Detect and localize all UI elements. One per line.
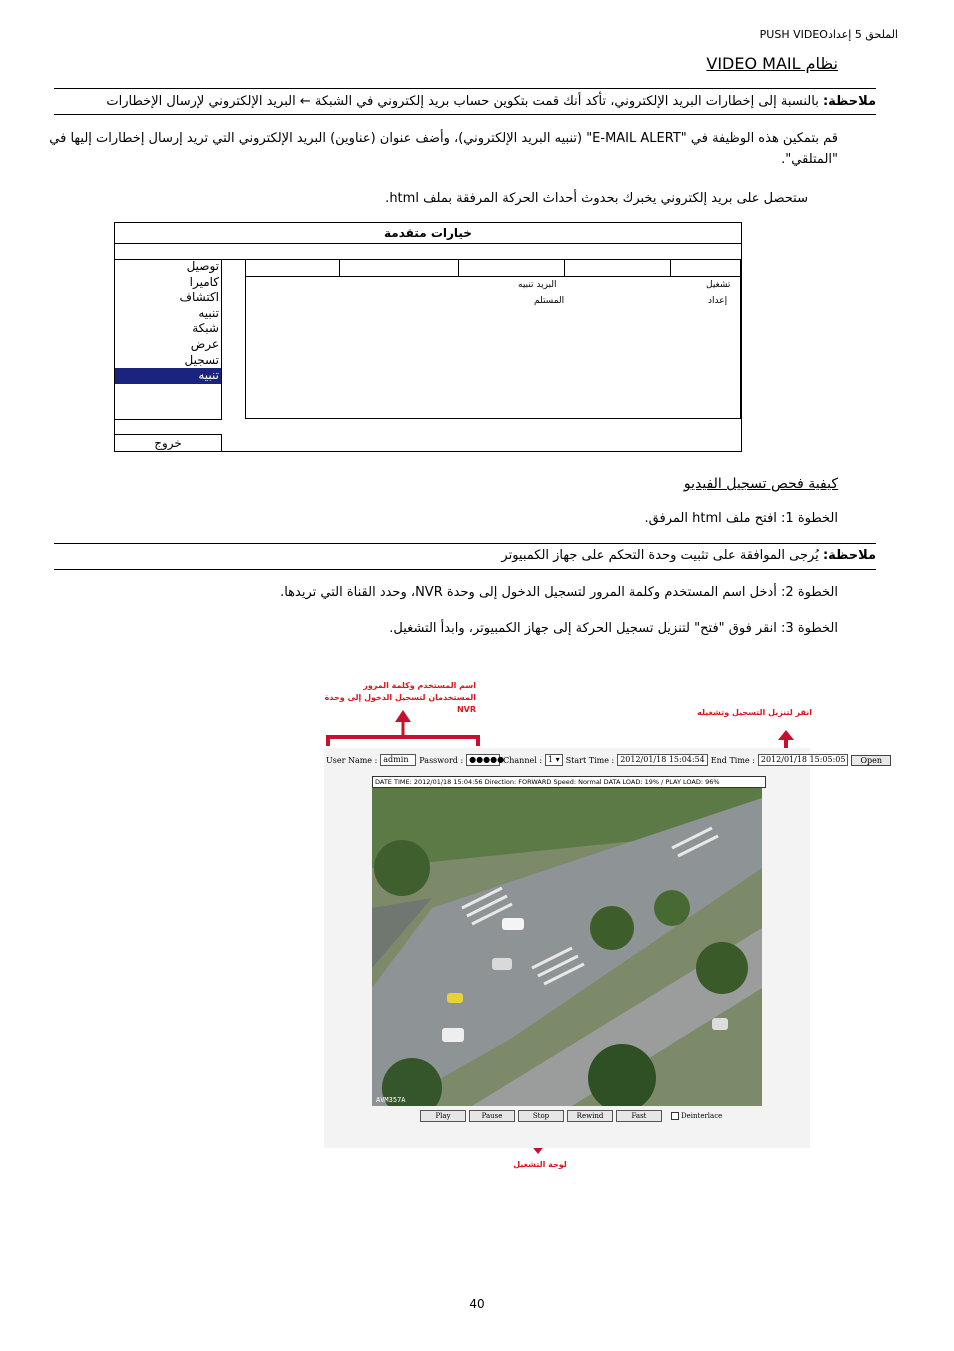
menu-sidebar <box>115 259 222 420</box>
menu-header-row <box>115 243 741 260</box>
arrow-open-head <box>778 730 794 740</box>
deinterlace-toggle[interactable] <box>671 1112 722 1120</box>
divider <box>54 569 876 570</box>
paragraph-1: قم بتمكين هذه الوظيفة في "E-MAIL ALERT" (تنبيه البريد الإلكتروني)، وأضف عنوان (عناوين) البريد الإلكتروني التي تريد إرسال إخطارات إليها في "المتلقي". <box>49 131 838 167</box>
section-title: نظام VIDEO MAIL <box>706 54 838 73</box>
email-alert-label: البريد تنبيه <box>518 280 557 290</box>
end-time-input[interactable]: 2012/01/18 15:05:05 <box>758 754 849 766</box>
deinterlace-label: Deinterlace <box>681 1112 723 1120</box>
setup-label[interactable]: إعداد <box>708 296 728 306</box>
username-input[interactable]: admin <box>380 754 416 766</box>
sidebar-item-display[interactable]: عرض <box>190 336 219 351</box>
rewind-button[interactable]: Rewind <box>567 1110 613 1122</box>
divider <box>54 543 876 544</box>
channel-select[interactable] <box>545 754 563 766</box>
menu-tab-row <box>246 260 740 277</box>
menu-title: خيارات متقدمة <box>115 223 741 244</box>
note-text: بالنسبة إلى إخطارات البريد الإلكتروني، تأكد أنك قمت بتكوين حساب بريد إلكتروني في الشبكة ← البريد الإلكتروني لإرسال الإخطارات <box>106 94 819 109</box>
menu-panel <box>245 259 741 419</box>
login-bar <box>326 754 891 766</box>
note-1 <box>54 94 876 109</box>
divider <box>54 88 876 89</box>
tab-cell[interactable] <box>671 260 740 276</box>
sidebar-item-notify-selected[interactable]: تنبيه <box>115 368 221 384</box>
note-label: ملاحظة: <box>822 94 876 109</box>
playback-controls <box>420 1110 722 1122</box>
advanced-options-menu <box>114 222 742 452</box>
tab-cell[interactable] <box>246 260 340 276</box>
fast-button[interactable]: Fast <box>616 1110 662 1122</box>
callout-panel-text: لوحة التشغيل <box>513 1160 567 1169</box>
pause-button[interactable]: Pause <box>469 1110 515 1122</box>
street-scene-image <box>372 788 762 1106</box>
play-button[interactable]: Play <box>420 1110 466 1122</box>
video-info-bar: DATE TIME: 2012/01/18 15:04:56 Direction: FORWARD Speed: Normal DATA LOAD: 19% / PLAY LOAD: 96% <box>372 776 766 788</box>
divider <box>54 114 876 115</box>
video-frame[interactable] <box>372 788 762 1106</box>
callout-open-text: انقر لتنزيل التسجيل وتشغيله <box>697 708 812 717</box>
tab-cell[interactable] <box>459 260 565 276</box>
recipient-label: المستلم <box>534 296 565 306</box>
page-number: 40 <box>469 1297 485 1311</box>
tab-cell[interactable] <box>340 260 459 276</box>
username-label: User Name : <box>326 755 378 765</box>
sidebar-item-network[interactable]: شبكة <box>192 321 219 336</box>
tab-cell[interactable] <box>565 260 671 276</box>
stop-button[interactable]: Stop <box>518 1110 564 1122</box>
callout-login-text: اسم المستخدم وكلمة المرور المستخدمان لتسجيل الدخول إلى وحدة NVR <box>324 681 476 714</box>
end-time-label: End Time : <box>710 755 755 765</box>
start-time-label: Start Time : <box>565 755 615 765</box>
sidebar-item-detection[interactable]: اكتشاف <box>179 290 219 305</box>
sidebar-item-connection[interactable]: توصيل <box>186 259 219 273</box>
paragraph-2: ستحصل على بريد إلكتروني يخبرك بحدوث أحداث الحركة المرفقة بملف html. <box>385 191 808 206</box>
arrow-login-head <box>395 710 411 722</box>
bracket-login <box>328 737 478 746</box>
playback-window <box>324 748 883 1148</box>
step-2: الخطوة 2: أدخل اسم المستخدم وكلمة المرور لتسجيل الدخول إلى وحدة NVR، وحدد القناة التي تريدها. <box>280 585 838 600</box>
password-label: Password : <box>419 755 464 765</box>
enable-label[interactable]: تشغيل <box>706 280 731 290</box>
step-1: الخطوة 1: افتح ملف html المرفق. <box>644 511 838 526</box>
camera-label: AVM357A <box>376 1096 406 1104</box>
password-input[interactable]: ●●●●● <box>466 754 500 766</box>
deinterlace-checkbox[interactable] <box>671 1112 679 1120</box>
subsection-title: كيفية فحص تسجيل الفيديو <box>683 476 838 492</box>
chevron-down-icon[interactable]: ▾ <box>555 755 560 764</box>
channel-value: 1 <box>548 755 554 764</box>
note-label: ملاحظة: <box>822 548 876 563</box>
step-3: الخطوة 3: انقر فوق "فتح" لتنزيل تسجيل الحركة إلى جهاز الكمبيوتر، وابدأ التشغيل. <box>389 621 838 636</box>
exit-button[interactable]: خروج <box>115 434 222 451</box>
channel-label: Channel : <box>503 755 543 765</box>
sidebar-item-alert[interactable]: تنبيه <box>198 305 219 320</box>
start-time-input[interactable]: 2012/01/18 15:04:54 <box>617 754 708 766</box>
note-text: يُرجى الموافقة على تثبيت وحدة التحكم على جهاز الكمبيوتر <box>501 548 819 563</box>
page-header: الملحق 5 إعدادPUSH VIDEO <box>759 28 898 41</box>
open-button[interactable]: Open <box>851 755 891 766</box>
sidebar-item-record[interactable]: تسجيل <box>184 352 219 367</box>
sidebar-item-camera[interactable]: كاميرا <box>189 274 219 289</box>
note-2 <box>54 548 876 563</box>
